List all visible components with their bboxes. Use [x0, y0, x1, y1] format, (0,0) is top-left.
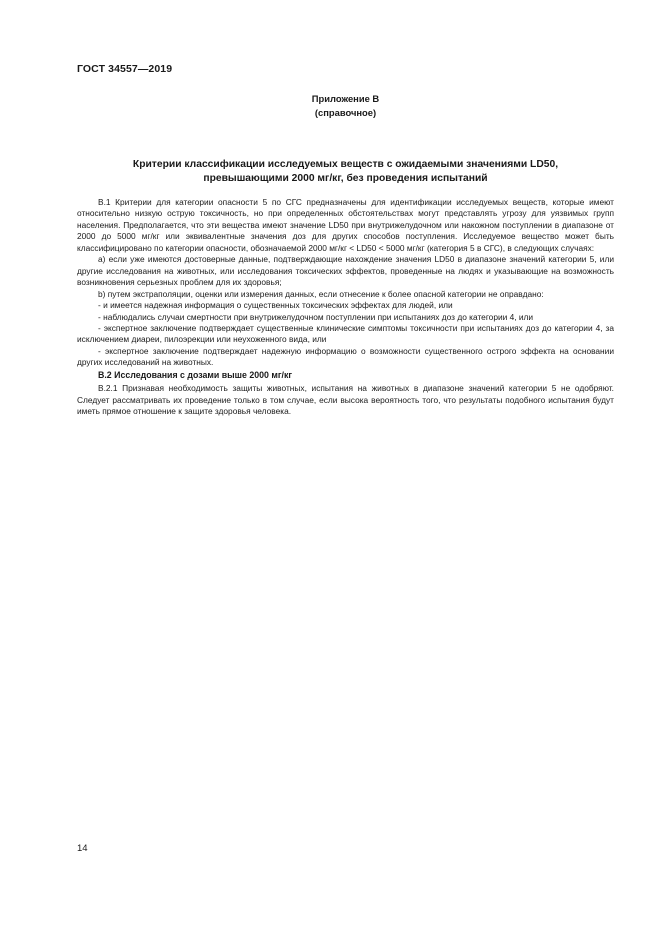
page-number: 14 [77, 843, 88, 854]
paragraph-b1: В.1 Критерии для категории опасности 5 по СГС предназначены для идентификации исследуемых веществ, которые имеют относительно низкую острую токсичность, но при определенных обстоятельствах могут представлять угрозу для уязвимых групп населения. Предполагается, что эти вещества имеют значение LD50 при внутрижелудочном или накожном поступлении в диапазоне от 2000 до 5000 мг/кг или эквивалентные значения доз для других способов поступления. Исследуемое вещество может быть классифицировано по категории опасности, обозначаемой 2000 мг/кг < LD50 < 5000 мг/кг (категория 5 в СГС), в следующих случаях: [77, 197, 614, 253]
title-line-1: Критерии классификации исследуемых веществ с ожидаемыми значениями LD50, [132, 159, 559, 170]
list-item-dash-4: - экспертное заключение подтверждает надежную информацию о возможности существенного острого эффекта на основании других исследований на животных. [77, 345, 614, 368]
appendix-label: Приложение В [311, 93, 380, 104]
appendix-title [77, 158, 614, 185]
paragraph-b21: В.2.1 Признавая необходимость защиты животных, испытания на животных в диапазоне значений категории 5 не одобряют. Следует рассматривать их проведение только в том случае, если высока вероятность того, что результаты подобного испытания будут иметь прямое отношение к защите здоровья человека. [77, 383, 614, 417]
paragraph-a: а) если уже имеются достоверные данные, подтверждающие нахождение значения LD50 в диапазоне значений категории 5, или другие исследования на животных, или исследования токсических эффектов, проведенные на людях и указывающие на возможность возникновения серьезных проблем для их здоровья; [77, 254, 614, 288]
section-heading-b2: В.2 Исследования с дозами выше 2000 мг/кг [98, 369, 293, 380]
list-item-dash-2: - наблюдались случаи смертности при внутрижелудочном поступлении при испытаниях доз до категории 4, или [98, 311, 534, 322]
body-text [77, 197, 614, 418]
list-item-dash-1: - и имеется надежная информация о существенных токсических эффектах для людей, или [98, 300, 453, 311]
list-item-dash-3: - экспертное заключение подтверждает существенные клинические симптомы токсичности при испытаниях доз до категории 4, за исключением диареи, пилоэрекции или неухоженного вида, или [77, 322, 614, 345]
title-line-2: превышающими 2000 мг/кг, без проведения испытаний [203, 172, 488, 184]
appendix-note: (справочное) [314, 106, 377, 118]
appendix-heading [77, 92, 614, 119]
paragraph-b: b) путем экстраполяции, оценки или измерения данных, если отнесение к более опасной категории не оправдано: [98, 288, 544, 299]
standard-code-header: ГОСТ 34557—2019 [77, 63, 173, 75]
